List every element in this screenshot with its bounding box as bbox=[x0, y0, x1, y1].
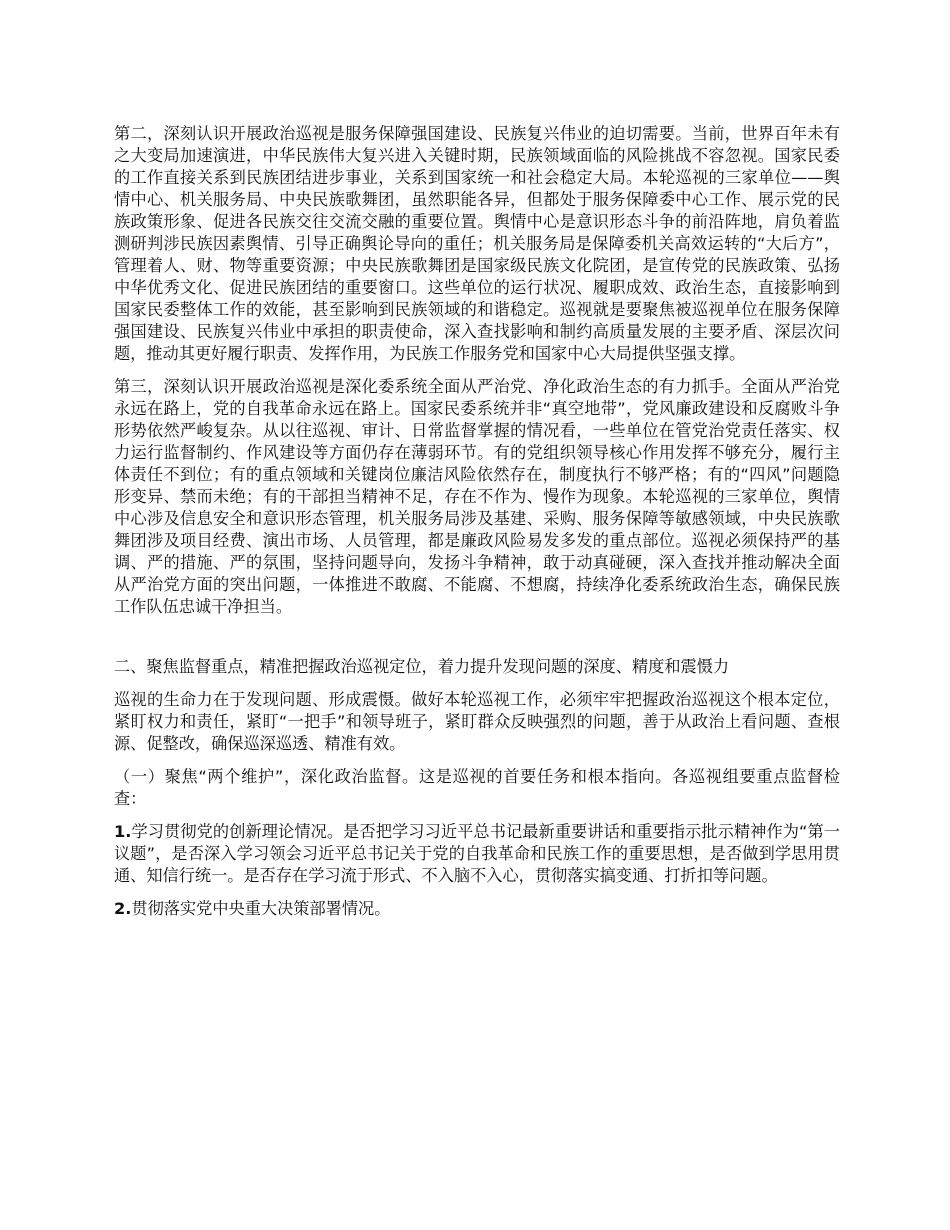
list-item-number: 2. bbox=[114, 899, 132, 918]
body-paragraph: 巡视的生命力在于发现问题、形成震慑。做好本轮巡视工作，必须牢牢把握政治巡视这个根本定位，紧盯权力和责任，紧盯“一把手”和领导班子，紧盯群众反映强烈的问题，善于从政治上看问题、查根源、促整改，确保巡深巡透、精准有效。 bbox=[114, 690, 840, 753]
list-item-text: 学习贯彻党的创新理论情况。是否把学习习近平总书记最新重要讲话和重要指示批示精神作为“第一议题”，是否深入学习领会习近平总书记关于党的自我革命和民族工作的重要思想，是否做到学思用贯通、知信行统一。是否存在学习流于形式、不入脑不入心，贯彻落实搞变通、打折扣等问题。 bbox=[114, 822, 840, 885]
body-paragraph: 第二，深刻认识开展政治巡视是服务保障强国建设、民族复兴伟业的迫切需要。当前，世界百年未有之大变局加速演进，中华民族伟大复兴进入关键时期，民族领域面临的风险挑战不容忽视。国家民委的工作直接关系到民族团结进步事业，关系到国家统一和社会稳定大局。本轮巡视的三家单位——舆情中心、机关服务局、中央民族歌舞团，虽然职能各异，但都处于服务保障委中心工作、展示党的民族政策形象、促进各民族交往交流交融的重要位置。舆情中心是意识形态斗争的前沿阵地，肩负着监测研判涉民族因素舆情、引导正确舆论导向的重任；机关服务局是保障委机关高效运转的“大后方”，管理着人、财、物等重要资源；中央民族歌舞团是国家级民族文化院团，是宣传党的民族政策、弘扬中华优秀文化、促进民族团结的重要窗口。这些单位的运行状况、履职成效、政治生态，直接影响到国家民委整体工作的效能，甚至影响到民族领域的和谐稳定。巡视就是要聚焦被巡视单位在服务保障强国建设、民族复兴伟业中承担的职责使命，深入查找影响和制约高质量发展的主要矛盾、深层次问题，推动其更好履行职责、发挥作用，为民族工作服务党和国家中心大局提供坚强支撑。 bbox=[114, 124, 840, 363]
body-paragraph: 第三，深刻认识开展政治巡视是深化委系统全面从严治党、净化政治生态的有力抓手。全面从严治党永远在路上，党的自我革命永远在路上。国家民委系统并非“真空地带”，党风廉政建设和反腐败斗争形势依然严峻复杂。从以往巡视、审计、日常监督掌握的情况看，一些单位在管党治党责任落实、权力运行监督制约、作风建设等方面仍存在薄弱环节。有的党组织领导核心作用发挥不够充分，履行主体责任不到位；有的重点领域和关键岗位廉洁风险依然存在，制度执行不够严格；有的“四风”问题隐形变异、禁而未绝；有的干部担当精神不足，存在不作为、慢作为现象。本轮巡视的三家单位，舆情中心涉及信息安全和意识形态管理，机关服务局涉及基建、采购、服务保障等敏感领域，中央民族歌舞团涉及项目经费、演出市场、人员管理，都是廉政风险易发多发的重点部位。巡视必须保持严的基调、严的措施、严的氛围，坚持问题导向，发扬斗争精神，敢于动真碰硬，深入查找并推动解决全面从严治党方面的突出问题，一体推进不敢腐、不能腐、不想腐，持续净化委系统政治生态，确保民族工作队伍忠诚干净担当。 bbox=[114, 377, 840, 616]
list-item bbox=[114, 898, 840, 920]
section-heading: 二、聚焦监督重点，精准把握政治巡视定位，着力提升发现问题的深度、精度和震慑力 bbox=[114, 657, 730, 676]
body-paragraph: （一）聚焦“两个维护”，深化政治监督。这是巡视的首要任务和根本指向。各巡视组要重点监督检查： bbox=[114, 767, 840, 808]
list-item-text: 贯彻落实党中央重大决策部署情况。 bbox=[131, 899, 391, 918]
list-item-number: 1. bbox=[114, 822, 132, 841]
document-page bbox=[114, 123, 840, 931]
list-item bbox=[114, 821, 840, 887]
